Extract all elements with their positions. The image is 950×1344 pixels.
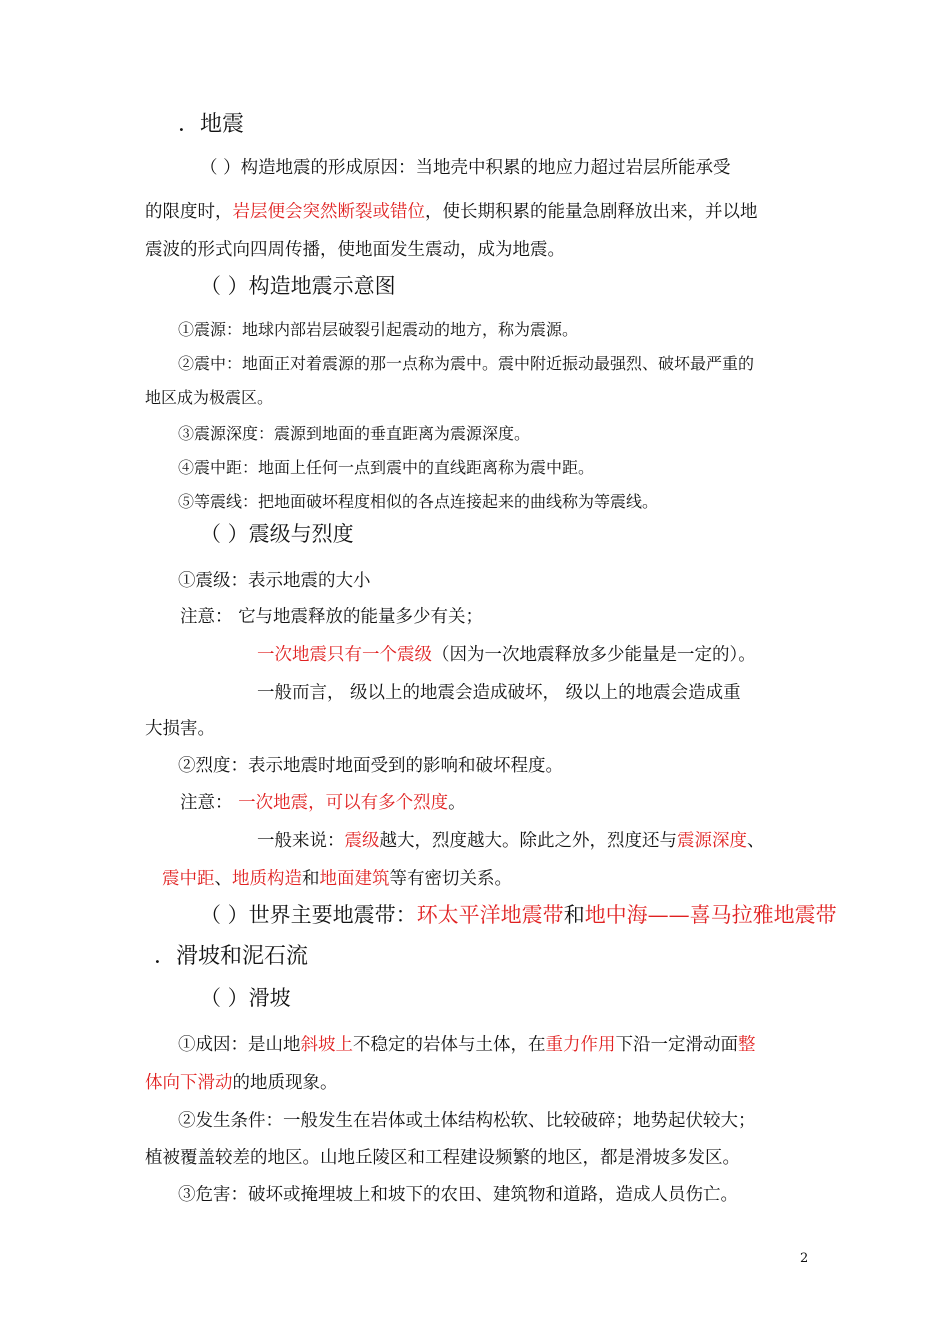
highlighted-text: 体向下滑动 <box>145 1073 233 1093</box>
text-span: 当地壳中积累的地应力超过岩层所能承受 <box>415 158 731 178</box>
paragraph-line <box>145 1150 740 1168</box>
text-span: 和 <box>302 869 320 889</box>
highlighted-text: 一次地震只有一个震级 <box>257 645 432 665</box>
highlighted-text: 整 <box>738 1035 756 1055</box>
highlighted-text: 地质构造 <box>232 869 302 889</box>
page-number: 2 <box>800 1251 809 1266</box>
subheading <box>200 905 837 926</box>
list-item <box>178 1113 756 1131</box>
text-span: ④震中距：地面上任何一点到震中的直线距离称为震中距。 <box>178 458 595 477</box>
highlighted-text: 重力作用 <box>545 1035 616 1055</box>
text-span: 不稳定的岩体与土体，在 <box>353 1035 546 1055</box>
text-span: ①成因：是山地 <box>178 1035 301 1055</box>
text-span: 。 <box>448 793 466 813</box>
text-span: 的地质现象。 <box>232 1073 338 1093</box>
text-span: 大损害。 <box>145 719 215 739</box>
subheading <box>200 988 291 1009</box>
text-span: 、 <box>747 831 765 851</box>
highlighted-text: 震级 <box>344 831 380 851</box>
text-span: 和 <box>563 903 585 927</box>
list-item <box>178 426 530 442</box>
list-item <box>178 460 594 476</box>
highlighted-text: 震源深度 <box>677 831 747 851</box>
text-span: ．地震 <box>178 112 245 137</box>
note-line <box>180 609 483 627</box>
text-span: ②发生条件：一般发生在岩体或土体结构松软、比较破碎；地势起伏较大； <box>178 1111 756 1131</box>
paragraph-line <box>145 204 758 222</box>
section-heading-earthquake <box>178 114 244 136</box>
text-span: ⑤等震线：把地面破坏程度相似的各点连接起来的曲线称为等震线。 <box>178 492 659 511</box>
text-span: （ ）构造地震的形成原因： <box>200 158 416 178</box>
text-span: 注意： <box>180 793 239 813</box>
text-span: 地区成为极震区。 <box>145 388 274 407</box>
highlighted-text: 环太平洋地震带 <box>416 903 564 927</box>
paragraph-line <box>145 1075 338 1093</box>
text-span: 注意： 它与地震释放的能量多少有关； <box>180 607 484 627</box>
list-item <box>178 322 578 338</box>
note-line <box>257 833 765 851</box>
paragraph-line <box>145 721 215 739</box>
list-item <box>178 1187 738 1205</box>
text-span: （ ）震级与烈度 <box>200 522 354 546</box>
text-span: 下沿一定滑动面 <box>615 1035 738 1055</box>
text-span: （ ）滑坡 <box>200 986 291 1010</box>
text-span: ③震源深度：震源到地面的垂直距离为震源深度。 <box>178 424 531 443</box>
note-line <box>180 795 466 813</box>
subheading <box>200 524 354 545</box>
subheading <box>200 276 396 297</box>
highlighted-text: 一次地震，可以有多个烈度 <box>238 793 449 813</box>
highlighted-text: 震中距 <box>162 869 215 889</box>
text-span: ．滑坡和泥石流 <box>154 944 309 969</box>
paragraph-line <box>145 242 565 260</box>
text-span: ①震源：地球内部岩层破裂引起震动的地方，称为震源。 <box>178 320 579 339</box>
text-span: （ ）世界主要地震带： <box>200 903 417 927</box>
note-line <box>257 685 741 703</box>
highlighted-text: 地中海——喜马拉雅地震带 <box>584 903 837 927</box>
text-span: ②烈度：表示地震时地面受到的影响和破坏程度。 <box>178 756 563 776</box>
text-span: （因为一次地震释放多少能量是一定的）。 <box>432 645 756 665</box>
highlighted-text: 岩层便会突然断裂或错位 <box>232 202 425 222</box>
text-span: 植被覆盖较差的地区。山地丘陵区和工程建设频繁的地区，都是滑坡多发区。 <box>145 1148 740 1168</box>
text-span: 越大，烈度越大。除此之外，烈度还与 <box>379 831 677 851</box>
list-item <box>178 1037 756 1055</box>
text-span: 震波的形式向四周传播，使地面发生震动，成为地震。 <box>145 240 565 260</box>
list-item <box>178 356 754 372</box>
text-span: ①震级：表示地震的大小 <box>178 571 371 591</box>
text-span: 一般来说： <box>257 831 345 851</box>
text-span: （ ）构造地震示意图 <box>200 274 396 298</box>
text-span: ③危害：破坏或掩埋坡上和坡下的农田、建筑物和道路，造成人员伤亡。 <box>178 1185 738 1205</box>
text-span: ②震中：地面正对着震源的那一点称为震中。震中附近振动最强烈、破坏最严重的 <box>178 354 755 373</box>
highlighted-text: 地面建筑 <box>319 869 390 889</box>
text-span: 等有密切关系。 <box>389 869 512 889</box>
list-item <box>178 758 563 776</box>
text-span: ，使长期积累的能量急剧释放出来，并以地 <box>425 202 758 222</box>
paragraph-line <box>145 390 273 406</box>
list-item <box>178 494 658 510</box>
paragraph-line <box>200 160 731 178</box>
section-heading-landslide-debris-flow <box>154 946 308 968</box>
text-span: 一般而言， 级以上的地震会造成破坏， 级以上的地震会造成重 <box>257 683 741 703</box>
paragraph-line <box>162 871 512 889</box>
note-line <box>257 647 756 665</box>
highlighted-text: 斜坡上 <box>300 1035 353 1055</box>
text-span: 、 <box>214 869 232 889</box>
text-span: 的限度时， <box>145 202 233 222</box>
list-item <box>178 573 371 591</box>
